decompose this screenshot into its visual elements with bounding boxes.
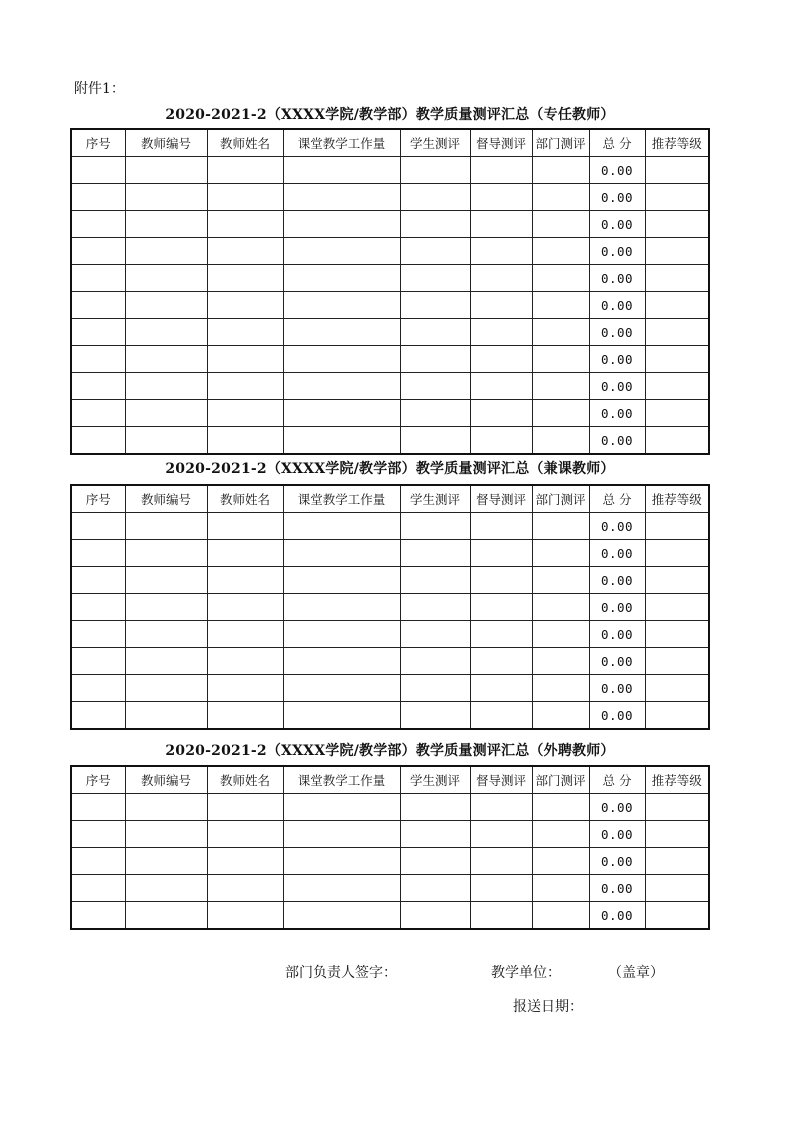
col-teacher-name-header: 教师姓名	[207, 766, 283, 794]
col-teacher-id-cell	[125, 427, 207, 455]
col-grade-cell	[645, 400, 709, 427]
col-student-eval-cell	[400, 702, 470, 730]
table-row	[71, 292, 709, 319]
col-teacher-name-cell	[207, 875, 283, 902]
col-index-cell	[71, 265, 125, 292]
col-teacher-id-cell	[125, 265, 207, 292]
col-dept-eval-cell	[532, 346, 589, 373]
col-teacher-id-cell	[125, 319, 207, 346]
col-teacher-name-cell	[207, 211, 283, 238]
col-teacher-name-cell	[207, 238, 283, 265]
col-index-cell	[71, 621, 125, 648]
col-workload-cell	[283, 265, 400, 292]
col-supervisor-eval-cell	[470, 621, 532, 648]
col-total-cell: 0.00	[589, 427, 645, 455]
col-student-eval-cell	[400, 594, 470, 621]
table-row	[71, 319, 709, 346]
col-teacher-id-cell	[125, 238, 207, 265]
dept-head-signature-label: 部门负责人签字：	[285, 965, 397, 981]
col-teacher-name-cell	[207, 427, 283, 455]
col-teacher-name-cell	[207, 540, 283, 567]
col-index-cell	[71, 702, 125, 730]
col-index-header: 序号	[71, 129, 125, 157]
table-row	[71, 567, 709, 594]
col-grade-cell	[645, 567, 709, 594]
col-total-cell: 0.00	[589, 594, 645, 621]
table-row	[71, 594, 709, 621]
header-row	[71, 485, 709, 513]
col-workload-cell	[283, 427, 400, 455]
col-total-cell: 0.00	[589, 821, 645, 848]
col-student-eval-cell	[400, 319, 470, 346]
col-student-eval-header: 学生测评	[400, 129, 470, 157]
col-teacher-name-cell	[207, 594, 283, 621]
col-total-cell: 0.00	[589, 848, 645, 875]
col-total-cell: 0.00	[589, 346, 645, 373]
col-teacher-name-cell	[207, 184, 283, 211]
col-dept-eval-cell	[532, 794, 589, 821]
col-total-cell: 0.00	[589, 902, 645, 930]
table-row	[71, 373, 709, 400]
col-teacher-id-cell	[125, 821, 207, 848]
col-teacher-id-cell	[125, 211, 207, 238]
col-supervisor-eval-cell	[470, 427, 532, 455]
col-supervisor-eval-cell	[470, 346, 532, 373]
col-supervisor-eval-cell	[470, 821, 532, 848]
col-supervisor-eval-cell	[470, 875, 532, 902]
col-grade-cell	[645, 875, 709, 902]
col-student-eval-cell	[400, 848, 470, 875]
col-total-cell: 0.00	[589, 702, 645, 730]
col-student-eval-header: 学生测评	[400, 485, 470, 513]
col-student-eval-cell	[400, 211, 470, 238]
col-index-header: 序号	[71, 766, 125, 794]
col-workload-header: 课堂教学工作量	[283, 766, 400, 794]
table-row	[71, 400, 709, 427]
col-student-eval-cell	[400, 621, 470, 648]
col-workload-cell	[283, 211, 400, 238]
col-student-eval-cell	[400, 902, 470, 930]
col-teacher-name-header: 教师姓名	[207, 485, 283, 513]
col-grade-header: 推荐等级	[645, 766, 709, 794]
col-dept-eval-header: 部门测评	[532, 129, 589, 157]
col-dept-eval-cell	[532, 292, 589, 319]
col-student-eval-cell	[400, 794, 470, 821]
col-supervisor-eval-cell	[470, 540, 532, 567]
col-total-cell: 0.00	[589, 211, 645, 238]
table-row	[71, 184, 709, 211]
col-dept-eval-cell	[532, 400, 589, 427]
col-teacher-name-cell	[207, 702, 283, 730]
table-row	[71, 702, 709, 730]
col-workload-cell	[283, 346, 400, 373]
col-dept-eval-cell	[532, 373, 589, 400]
col-supervisor-eval-header: 督导测评	[470, 766, 532, 794]
col-total-cell: 0.00	[589, 567, 645, 594]
col-student-eval-cell	[400, 821, 470, 848]
table-row	[71, 648, 709, 675]
col-teacher-id-cell	[125, 373, 207, 400]
col-student-eval-cell	[400, 427, 470, 455]
col-grade-cell	[645, 648, 709, 675]
table-row	[71, 238, 709, 265]
col-workload-cell	[283, 540, 400, 567]
col-supervisor-eval-cell	[470, 848, 532, 875]
col-teacher-name-cell	[207, 902, 283, 930]
col-workload-cell	[283, 594, 400, 621]
col-teacher-id-header: 教师编号	[125, 766, 207, 794]
seal-label: （盖章）	[608, 965, 664, 981]
col-total-cell: 0.00	[589, 184, 645, 211]
col-total-cell: 0.00	[589, 540, 645, 567]
col-student-eval-cell	[400, 265, 470, 292]
col-grade-cell	[645, 319, 709, 346]
col-student-eval-cell	[400, 513, 470, 540]
col-grade-cell	[645, 211, 709, 238]
col-grade-header: 推荐等级	[645, 485, 709, 513]
table-row	[71, 513, 709, 540]
eval-table-parttime	[70, 484, 710, 730]
table-row	[71, 265, 709, 292]
col-grade-cell	[645, 513, 709, 540]
col-index-cell	[71, 346, 125, 373]
col-supervisor-eval-cell	[470, 648, 532, 675]
col-index-cell	[71, 157, 125, 184]
col-index-cell	[71, 211, 125, 238]
col-index-cell	[71, 400, 125, 427]
col-total-cell: 0.00	[589, 157, 645, 184]
col-grade-cell	[645, 184, 709, 211]
col-supervisor-eval-cell	[470, 902, 532, 930]
col-total-cell: 0.00	[589, 875, 645, 902]
col-teacher-name-cell	[207, 265, 283, 292]
table-row	[71, 211, 709, 238]
table-row	[71, 821, 709, 848]
col-teacher-name-cell	[207, 157, 283, 184]
col-workload-cell	[283, 902, 400, 930]
col-grade-cell	[645, 902, 709, 930]
col-index-cell	[71, 292, 125, 319]
col-supervisor-eval-cell	[470, 794, 532, 821]
col-grade-cell	[645, 427, 709, 455]
col-index-cell	[71, 594, 125, 621]
col-teacher-name-cell	[207, 373, 283, 400]
col-teacher-id-cell	[125, 292, 207, 319]
col-supervisor-eval-cell	[470, 292, 532, 319]
col-teacher-name-cell	[207, 319, 283, 346]
col-grade-cell	[645, 848, 709, 875]
table-row	[71, 902, 709, 930]
col-workload-cell	[283, 821, 400, 848]
col-total-cell: 0.00	[589, 238, 645, 265]
col-workload-header: 课堂教学工作量	[283, 485, 400, 513]
eval-table-external	[70, 765, 710, 930]
col-supervisor-eval-cell	[470, 319, 532, 346]
col-dept-eval-cell	[532, 902, 589, 930]
col-index-cell	[71, 184, 125, 211]
col-total-cell: 0.00	[589, 400, 645, 427]
col-teacher-name-cell	[207, 821, 283, 848]
col-dept-eval-cell	[532, 621, 589, 648]
col-teacher-id-cell	[125, 513, 207, 540]
col-workload-cell	[283, 513, 400, 540]
col-total-header: 总 分	[589, 129, 645, 157]
col-student-eval-cell	[400, 292, 470, 319]
teaching-unit-label: 教学单位：	[491, 965, 561, 981]
col-dept-eval-cell	[532, 848, 589, 875]
col-dept-eval-cell	[532, 648, 589, 675]
col-index-cell	[71, 875, 125, 902]
table-row	[71, 346, 709, 373]
col-workload-cell	[283, 794, 400, 821]
col-teacher-id-header: 教师编号	[125, 129, 207, 157]
col-teacher-id-cell	[125, 648, 207, 675]
col-dept-eval-cell	[532, 702, 589, 730]
col-workload-cell	[283, 648, 400, 675]
col-total-cell: 0.00	[589, 648, 645, 675]
col-dept-eval-cell	[532, 211, 589, 238]
col-workload-cell	[283, 702, 400, 730]
col-supervisor-eval-cell	[470, 400, 532, 427]
col-total-cell: 0.00	[589, 675, 645, 702]
col-index-cell	[71, 648, 125, 675]
col-index-header: 序号	[71, 485, 125, 513]
col-dept-eval-cell	[532, 238, 589, 265]
col-student-eval-header: 学生测评	[400, 766, 470, 794]
col-teacher-id-cell	[125, 346, 207, 373]
col-grade-cell	[645, 621, 709, 648]
col-dept-eval-cell	[532, 157, 589, 184]
table-row	[71, 621, 709, 648]
col-index-cell	[71, 319, 125, 346]
col-supervisor-eval-cell	[470, 702, 532, 730]
col-supervisor-eval-header: 督导测评	[470, 129, 532, 157]
col-teacher-id-cell	[125, 184, 207, 211]
col-grade-cell	[645, 265, 709, 292]
col-index-cell	[71, 427, 125, 455]
col-student-eval-cell	[400, 373, 470, 400]
col-student-eval-cell	[400, 540, 470, 567]
col-dept-eval-header: 部门测评	[532, 766, 589, 794]
col-grade-cell	[645, 594, 709, 621]
table-row	[71, 875, 709, 902]
col-teacher-name-cell	[207, 400, 283, 427]
col-grade-cell	[645, 373, 709, 400]
col-student-eval-cell	[400, 157, 470, 184]
col-index-cell	[71, 540, 125, 567]
col-workload-cell	[283, 319, 400, 346]
col-teacher-name-cell	[207, 513, 283, 540]
col-dept-eval-cell	[532, 675, 589, 702]
col-student-eval-cell	[400, 675, 470, 702]
table-row	[71, 675, 709, 702]
col-supervisor-eval-cell	[470, 567, 532, 594]
col-supervisor-eval-header: 督导测评	[470, 485, 532, 513]
col-teacher-id-cell	[125, 848, 207, 875]
col-grade-cell	[645, 540, 709, 567]
col-dept-eval-cell	[532, 265, 589, 292]
table-row	[71, 540, 709, 567]
col-workload-cell	[283, 184, 400, 211]
report-date-label: 报送日期：	[513, 999, 583, 1015]
col-supervisor-eval-cell	[470, 373, 532, 400]
col-workload-cell	[283, 157, 400, 184]
col-index-cell	[71, 238, 125, 265]
table-row	[71, 427, 709, 455]
col-student-eval-cell	[400, 567, 470, 594]
col-index-cell	[71, 848, 125, 875]
header-row	[71, 129, 709, 157]
col-student-eval-cell	[400, 346, 470, 373]
col-grade-cell	[645, 346, 709, 373]
table-row	[71, 157, 709, 184]
col-dept-eval-cell	[532, 540, 589, 567]
col-grade-cell	[645, 292, 709, 319]
col-dept-eval-cell	[532, 427, 589, 455]
col-total-cell: 0.00	[589, 621, 645, 648]
col-teacher-name-cell	[207, 794, 283, 821]
col-dept-eval-header: 部门测评	[532, 485, 589, 513]
table-title-external: 2020-2021-2（XXXX学院/教学部）教学质量测评汇总（外聘教师）	[165, 743, 615, 759]
col-grade-cell	[645, 702, 709, 730]
col-workload-cell	[283, 621, 400, 648]
col-supervisor-eval-cell	[470, 265, 532, 292]
col-teacher-id-cell	[125, 794, 207, 821]
col-teacher-id-cell	[125, 594, 207, 621]
col-workload-header: 课堂教学工作量	[283, 129, 400, 157]
col-teacher-id-cell	[125, 567, 207, 594]
col-teacher-id-cell	[125, 540, 207, 567]
col-index-cell	[71, 567, 125, 594]
col-dept-eval-cell	[532, 875, 589, 902]
col-workload-cell	[283, 238, 400, 265]
col-teacher-name-cell	[207, 292, 283, 319]
col-total-header: 总 分	[589, 485, 645, 513]
col-teacher-name-cell	[207, 346, 283, 373]
col-teacher-name-header: 教师姓名	[207, 129, 283, 157]
table-row	[71, 794, 709, 821]
col-supervisor-eval-cell	[470, 513, 532, 540]
eval-table-fulltime	[70, 128, 710, 455]
col-supervisor-eval-cell	[470, 675, 532, 702]
table-title-parttime: 2020-2021-2（XXXX学院/教学部）教学质量测评汇总（兼课教师）	[165, 461, 615, 477]
col-workload-cell	[283, 675, 400, 702]
col-index-cell	[71, 513, 125, 540]
col-grade-cell	[645, 157, 709, 184]
col-teacher-id-cell	[125, 875, 207, 902]
col-index-cell	[71, 794, 125, 821]
col-workload-cell	[283, 373, 400, 400]
col-workload-cell	[283, 400, 400, 427]
col-total-cell: 0.00	[589, 794, 645, 821]
col-student-eval-cell	[400, 875, 470, 902]
col-workload-cell	[283, 292, 400, 319]
col-workload-cell	[283, 875, 400, 902]
col-teacher-name-cell	[207, 848, 283, 875]
table-title-fulltime: 2020-2021-2（XXXX学院/教学部）教学质量测评汇总（专任教师）	[165, 107, 615, 123]
col-workload-cell	[283, 567, 400, 594]
col-dept-eval-cell	[532, 821, 589, 848]
header-row	[71, 766, 709, 794]
col-grade-cell	[645, 794, 709, 821]
col-teacher-name-cell	[207, 648, 283, 675]
col-supervisor-eval-cell	[470, 184, 532, 211]
col-supervisor-eval-cell	[470, 157, 532, 184]
col-supervisor-eval-cell	[470, 211, 532, 238]
col-teacher-name-cell	[207, 567, 283, 594]
col-dept-eval-cell	[532, 513, 589, 540]
table-row	[71, 848, 709, 875]
col-teacher-id-cell	[125, 157, 207, 184]
col-index-cell	[71, 675, 125, 702]
col-student-eval-cell	[400, 648, 470, 675]
col-teacher-name-cell	[207, 621, 283, 648]
col-teacher-name-cell	[207, 675, 283, 702]
attachment-label: 附件1：	[74, 81, 125, 97]
col-dept-eval-cell	[532, 594, 589, 621]
col-total-cell: 0.00	[589, 265, 645, 292]
col-total-cell: 0.00	[589, 513, 645, 540]
col-total-cell: 0.00	[589, 292, 645, 319]
col-student-eval-cell	[400, 400, 470, 427]
col-workload-cell	[283, 848, 400, 875]
col-student-eval-cell	[400, 184, 470, 211]
col-total-cell: 0.00	[589, 373, 645, 400]
col-teacher-id-header: 教师编号	[125, 485, 207, 513]
col-dept-eval-cell	[532, 567, 589, 594]
col-index-cell	[71, 902, 125, 930]
col-teacher-id-cell	[125, 400, 207, 427]
col-total-header: 总 分	[589, 766, 645, 794]
col-teacher-id-cell	[125, 702, 207, 730]
col-index-cell	[71, 373, 125, 400]
col-teacher-id-cell	[125, 902, 207, 930]
col-supervisor-eval-cell	[470, 238, 532, 265]
col-grade-cell	[645, 238, 709, 265]
col-dept-eval-cell	[532, 184, 589, 211]
col-dept-eval-cell	[532, 319, 589, 346]
col-grade-header: 推荐等级	[645, 129, 709, 157]
col-total-cell: 0.00	[589, 319, 645, 346]
col-student-eval-cell	[400, 238, 470, 265]
col-teacher-id-cell	[125, 675, 207, 702]
col-teacher-id-cell	[125, 621, 207, 648]
col-grade-cell	[645, 675, 709, 702]
col-index-cell	[71, 821, 125, 848]
col-grade-cell	[645, 821, 709, 848]
col-supervisor-eval-cell	[470, 594, 532, 621]
